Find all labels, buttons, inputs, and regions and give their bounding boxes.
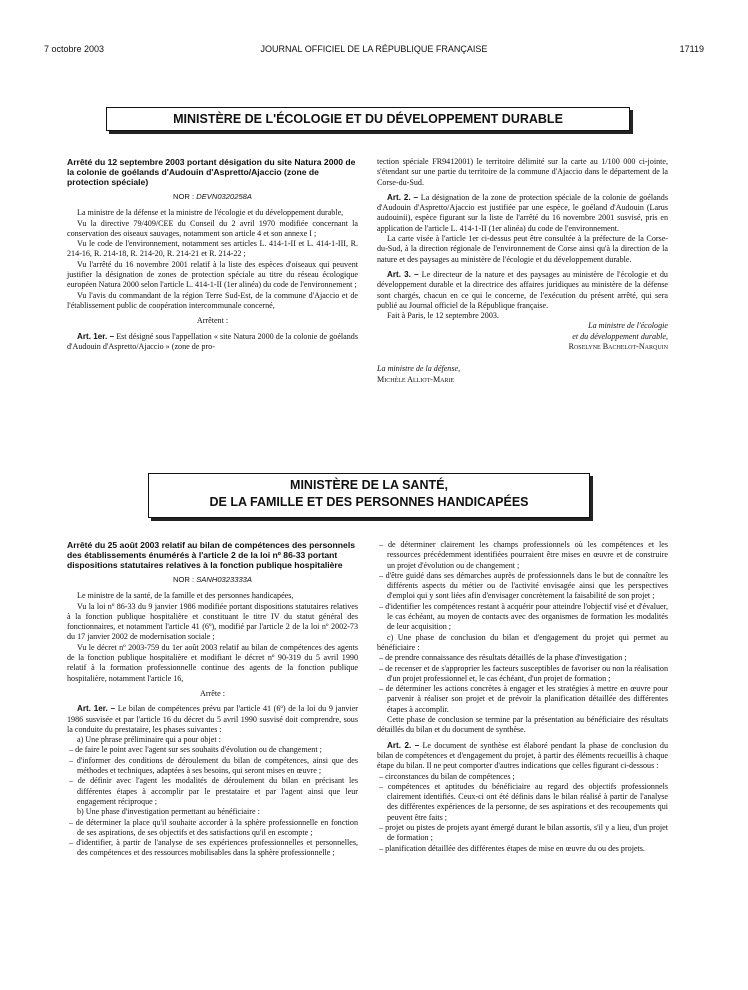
paragraph: La ministre de la défense et la ministre de l'écologie et du développement durable, [77, 208, 344, 218]
signature-title: La ministre de l'écologie [588, 321, 668, 331]
nor-code: DEVN0320258A [196, 192, 252, 201]
page-number: 17119 [679, 44, 704, 54]
dash-item: – de déterminer la place qu'il souhaite accorder à la sphère professionnelle en fonction de ses aspirations, de ses objectifs et des satisfactions qu'il en escompte ; [69, 817, 358, 837]
journal-title: JOURNAL OFFICIEL DE LA RÉPUBLIQUE FRANÇAISE [260, 44, 488, 54]
sante-column-left [67, 540, 358, 859]
paragraph: Le ministre de la santé, de la famille et des personnes handicapées, [77, 591, 294, 601]
paragraph: a) Une phrase préliminaire qui a pour objet : [77, 735, 221, 745]
nor-reference [67, 575, 358, 585]
paragraph: c) Une phase de conclusion du bilan et d'engagement du projet qui permet au bénéficiaire : [377, 632, 668, 652]
article-paragraph [377, 193, 668, 234]
paragraph: Vu le code de l'environnement, notamment ses articles L. 414-1-II et L. 414-1-III, R. 214-16, R. 214-18, R. 214-20, R. 214-21 et R. 214-22 ; [67, 239, 358, 259]
signatory-name-text: Michèle Alliot-Marie [377, 374, 455, 384]
dash-item: – d'identifier, à partir de l'analyse de ses expériences professionnelles et personnelles, des compétences et des ressources mobilisables dans la sphère professionnelle ; [69, 838, 358, 858]
ministry-ecologie-title: MINISTÈRE DE L'ÉCOLOGIE ET DU DÉVELOPPEMENT DURABLE [173, 112, 563, 126]
dash-item: – de faire le point avec l'agent sur ses souhaits d'évolution ou de changement ; [69, 745, 322, 755]
paragraph: Vu la directive 79/409/CEE du Conseil du 2 avril 1970 modifiée concernant la conservation des oiseaux sauvages, notamment son article 4 et son annexe I ; [67, 218, 358, 238]
paragraph: Vu le décret nº 2003-759 du 1er août 2003 relatif au bilan de compétences des agents de la fonction publique hospitalière et modifiant le décret nº 90-319 du 5 avril 1990 relatif à la formation professionnelle continue des agents de la fonction publique hospitalière, notamment l'article 16, [67, 642, 358, 683]
ecologie-column-left [67, 157, 358, 352]
nor-label: NOR : [173, 575, 197, 584]
article-paragraph [377, 270, 668, 311]
article-text: Le document de synthèse est élaboré pendant la phase de conclusion du bilan de compétences et d'engagement du projet, à partir des éléments recueillis à chaque étape du bilan. Il ne peut comporter d'autres indications que celles figurant ci-dessous : [377, 740, 668, 771]
article-text: Est désigné sous l'appellation « site Natura 2000 de la colonie de goélands d'Audouin d'Aspretto/Ajaccio » (zone de pro- [67, 331, 358, 351]
issue-date: 7 octobre 2003 [44, 44, 105, 54]
signature-title: et du développement durable, [572, 331, 668, 341]
article-paragraph [67, 704, 358, 735]
decree-title: Arrêté du 25 août 2003 relatif au bilan de compétences des personnels des établissements énumérés à l'article 2 de la loi nº 86-33 portant dispositions statutaires relatives à la fonction publique hospitalière [67, 540, 355, 570]
dash-item: – compétences et aptitudes du bénéficiaire au regard des objectifs professionnels clairement identifiés. Ceux-ci ont été définis dans le bilan réalisé à partir de l'analyse des différentes expériences de la personne, de ses aspirations et des recoupements qui peuvent être faits ; [379, 781, 668, 822]
ministry-sante-title-line2: DE LA FAMILLE ET DES PERSONNES HANDICAPÉES [209, 495, 529, 509]
ecologie-column-right [377, 157, 668, 385]
article-text: Le bilan de compétences prévu par l'article 41 (6º) de la loi du 9 janvier 1986 susvisée et par l'article 16 du décret du 5 avril 1990 susvisé doit comprendre, sous la conduite du prestataire, les phases suivantes : [67, 704, 358, 734]
dash-item: – d'être guidé dans ses démarches auprès de professionnels dans le but de connaître les différents aspects du métier ou de l'activité envisagée ainsi que les perspectives d'emploi qui y sont liées afin d'envisager concrètement la faisabilité de son projet ; [379, 570, 668, 601]
arrete-heading: Arrête : [200, 688, 225, 698]
signatory-name [377, 342, 668, 352]
article-paragraph [377, 741, 668, 772]
article-text: Le directeur de la nature et des paysages au ministère de l'écologie et du développement durable et la directrice des affaires juridiques au ministère de la défense sont chargés, chacun en ce qui le concerne, de l'exécution du présent arrêté, qui sera publié au Journal officiel de la République française. [377, 269, 668, 310]
nor-code: SANH0323333A [196, 575, 252, 584]
dash-item: – d'informer des conditions de déroulement du bilan de compétences, ainsi que des méthodes et techniques, adaptées à ses besoins, qui seront mises en œuvre ; [69, 755, 358, 776]
dash-item: – d'identifier les compétences restant à acquérir pour atteindre l'objectif visé et d'évaluer, le cas échéant, au moyen de contacts avec des organismes de formation les modalités de leur acquisition ; [379, 601, 668, 632]
nor-label: NOR : [173, 192, 197, 201]
article-paragraph [67, 332, 358, 353]
dash-item: – de déterminer clairement les champs professionnels où les compétences et les ressources précédemment identifiées pourraient être mises en œuvre et de construire un projet d'évolution ou de changement ; [379, 540, 668, 570]
paragraph: Vu l'avis du commandant de la région Terre Sud-Est, de la commune d'Ajaccio et de l'établissement public de coopération intercommunale concerné, [67, 290, 358, 310]
ministry-ecologie-banner [106, 107, 630, 131]
article-number: Art. 1er. – [77, 704, 116, 714]
paragraph: Vu l'arrêté du 16 novembre 2001 relatif à la liste des espèces d'oiseaux qui peuvent justifier la désignation de zones de protection spéciale au titre du réseau écologique européen Natura 2000 selon l'article L. 414-1-II (1er alinéa) du code de l'environnement ; [67, 259, 358, 290]
dash-item: – de prendre connaissance des résultats détaillés de la phase d'investigation ; [379, 653, 627, 663]
sante-column-right [377, 540, 668, 854]
dash-item: – de définir avec l'agent les modalités de déroulement du bilan en précisant les différentes étapes à accomplir par le prestataire et par l'agent ainsi que leur engagement réciproque ; [69, 776, 358, 806]
ministry-sante-banner [148, 473, 590, 518]
dash-item: – circonstances du bilan de compétences ; [379, 771, 515, 781]
dash-item: – projet ou pistes de projets ayant émergé durant le bilan assortis, s'il y a lieu, d'un projet de formation ; [379, 823, 668, 843]
nor-reference [67, 192, 358, 202]
page-header [44, 44, 704, 56]
article-number: Art. 1er. – [77, 331, 115, 341]
decree-title: Arrêté du 12 septembre 2003 portant désigation du site Natura 2000 de la colonie de goélands d'Audouin d'Aspretto/Ajaccio (zone de protection spéciale) [67, 157, 356, 187]
article-number: Art. 2. – [387, 740, 420, 750]
signature-title: La ministre de la défense, [377, 364, 461, 374]
article-number: Art. 2. – [387, 192, 419, 202]
ministry-sante-title-line1: MINISTÈRE DE LA SANTÉ, [290, 478, 448, 492]
dash-item: – de recenser et de s'approprier les facteurs susceptibles de favoriser ou non la réalisation d'un projet professionnel et, le cas échéant, d'un projet de formation ; [379, 663, 668, 683]
paragraph: Vu la loi nº 86-33 du 9 janvier 1986 modifiée portant dispositions statutaires relatives à la fonction publique hospitalière et constituant le titre IV du statut général des fonctionnaires, et notamment l'article 41 (6º), modifié par l'article 2 de la loi nº 2002-73 du 17 janvier 2002 de modernisation sociale ; [67, 601, 358, 642]
paragraph: b) Une phase d'investigation permettant au bénéficiaire : [77, 807, 260, 817]
paragraph: tection spéciale FR9412001) le territoire délimité sur la carte au 1/100 000 ci-jointe, s'étendant sur une partie du territoire de la commune d'Ajaccio dans le département de la Corse-du-Sud. [377, 157, 668, 187]
arrete-heading: Arrêtent : [196, 316, 229, 326]
paragraph: La carte visée à l'article 1er ci-dessus peut être consultée à la préfecture de la Corse-du-Sud, à la direction régionale de l'environnement de Corse ainsi qu'à la direction de la nature et des paysages au ministère de l'écologie et du développement durable. [377, 234, 668, 264]
article-number: Art. 3. – [387, 269, 419, 279]
dash-item: – planification détaillée des différentes étapes de mise en œuvre du ou des projets. [379, 843, 645, 853]
signatory-name-text: Roselyne Bachelot-Narquin [568, 342, 668, 352]
paragraph: Cette phase de conclusion se termine par la présentation au bénéficiaire des résultats détaillés du bilan et du document de synthèse. [377, 715, 668, 735]
paragraph: Fait à Paris, le 12 septembre 2003. [387, 311, 499, 321]
article-text: La désignation de la zone de protection spéciale de la colonie de goélands d'Audouin d'Aspretto/Ajaccio est justifiée par une espèce, le goéland d'Audouin (Larus audouinii), espèce figurant sur la liste de l'arrêté du 16 novembre 2001 susvisé, pris en application de l'article L. 414-1-II (1er alinéa) du code de l'environnement. [377, 192, 668, 233]
signatory-name [377, 375, 668, 385]
dash-item: – de déterminer les actions concrètes à engager et les stratégies à mettre en œuvre pour parvenir à réaliser son projet et de prévoir la planification détaillée des différentes étapes à accomplir. [379, 684, 668, 714]
